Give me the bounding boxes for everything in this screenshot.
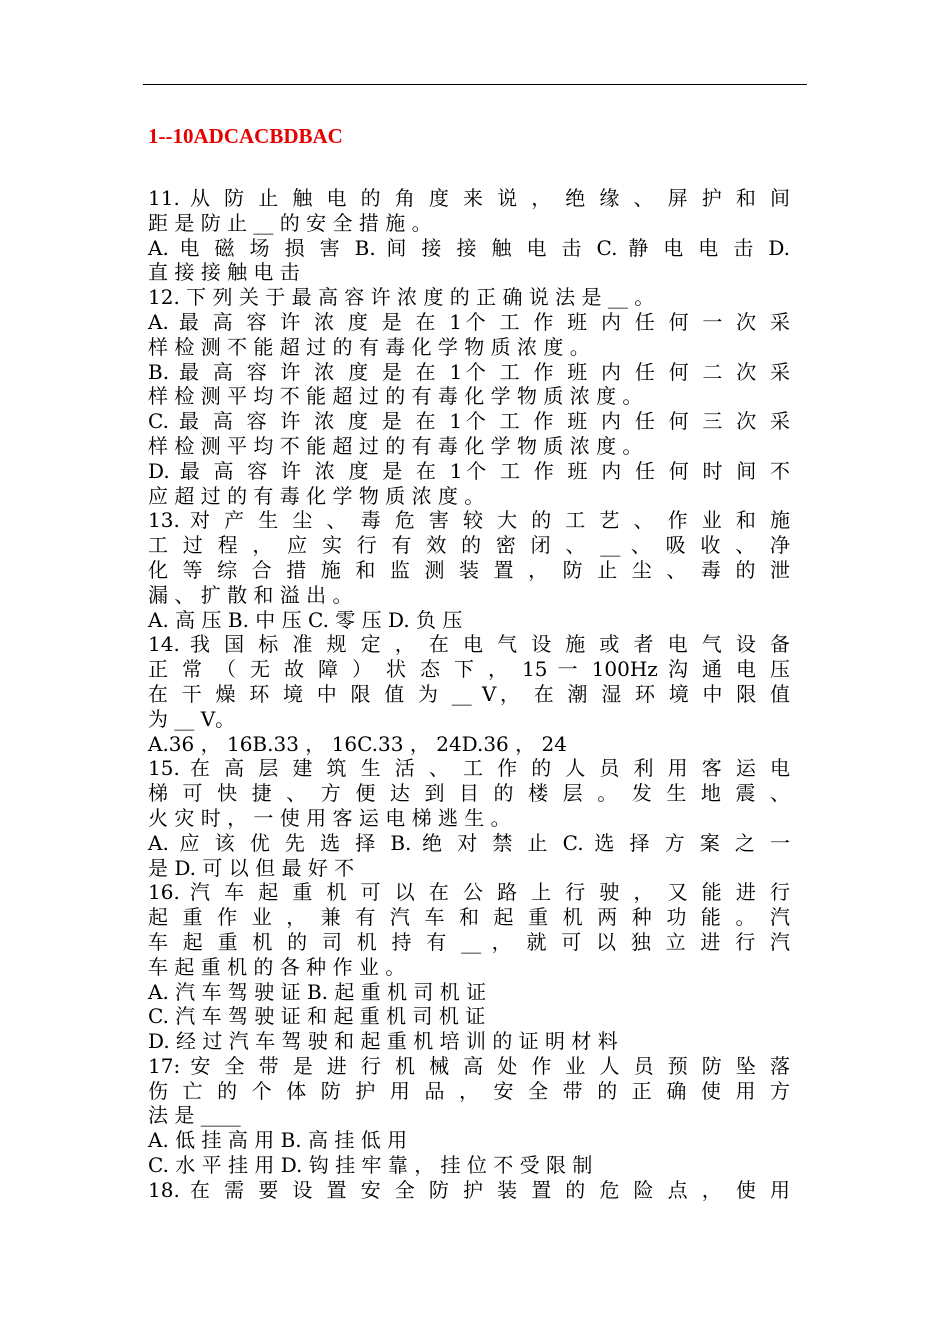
text-line: 14. 我 国 标 准 规 定 ， 在 电 气 设 施 或 者 电 气 设 备: [148, 632, 790, 657]
text-line: 样 检 测 平 均 不 能 超 过 的 有 毒 化 学 物 质 浓 度 。: [148, 433, 643, 458]
text-line: 法 是 ____: [148, 1103, 241, 1128]
text-line: 16. 汽 车 起 重 机 可 以 在 公 路 上 行 驶 ， 又 能 进 行: [148, 880, 790, 905]
text-line: 化 等 综 合 措 施 和 监 测 装 置 ， 防 止 尘 、 毒 的 泄: [148, 557, 790, 582]
text-line: 应 超 过 的 有 毒 化 学 物 质 浓 度 。: [148, 483, 485, 508]
text-line: A. 低 挂 高 用 B. 高 挂 低 用: [148, 1128, 408, 1153]
text-line: 起 重 作 业 ， 兼 有 汽 车 和 起 重 机 两 种 功 能 。 汽: [148, 905, 790, 930]
text-line: C. 水 平 挂 用 D. 钩 挂 牢 靠 ， 挂 位 不 受 限 制: [148, 1153, 593, 1178]
text-line: C. 汽 车 驾 驶 证 和 起 重 机 司 机 证: [148, 1004, 486, 1029]
text-line: 样 检 测 不 能 超 过 的 有 毒 化 学 物 质 浓 度 。: [148, 334, 590, 359]
text-line: 车 起 重 机 的 司 机 持 有 __ ， 就 可 以 独 立 进 行 汽: [148, 929, 790, 954]
text-line: A. 高 压 B. 中 压 C. 零 压 D. 负 压: [148, 607, 463, 632]
text-line: 火 灾 时 ， 一 使 用 客 运 电 梯 逃 生 。: [148, 805, 511, 830]
text-line: 15. 在 高 层 建 筑 生 活 、 工 作 的 人 员 利 用 客 运 电: [148, 756, 790, 781]
text-line: C. 最 高 容 许 浓 度 是 在 1个 工 作 班 内 任 何 三 次 采: [148, 409, 790, 434]
text-line: 距 是 防 止 __ 的 安 全 措 施 。: [148, 210, 432, 235]
text-line: 13. 对 产 生 尘 、 毒 危 害 较 大 的 工 艺 、 作 业 和 施: [148, 508, 790, 533]
question-text-body: [148, 186, 790, 1203]
text-line: 为 __ V。: [148, 706, 236, 731]
text-line: A. 应 该 优 先 选 择 B. 绝 对 禁 止 C. 选 择 方 案 之 一: [148, 830, 790, 855]
text-line: A. 最 高 容 许 浓 度 是 在 1个 工 作 班 内 任 何 一 次 采: [148, 309, 790, 334]
text-line: 是 D. 可 以 但 最 好 不: [148, 855, 355, 880]
answer-key-heading: 1--10ADCACBDBAC: [148, 124, 343, 148]
text-line: D. 经 过 汽 车 驾 驶 和 起 重 机 培 训 的 证 明 材 料: [148, 1029, 618, 1054]
text-line: A. 汽 车 驾 驶 证 B. 起 重 机 司 机 证: [148, 979, 487, 1004]
header-rule: [143, 84, 807, 85]
text-line: 在 干 燥 环 境 中 限 值 为 __ V， 在 潮 湿 环 境 中 限 值: [148, 681, 790, 706]
text-line: 工 过 程 ， 应 实 行 有 效 的 密 闭 、 __ 、 吸 收 、 净: [148, 533, 790, 558]
text-line: 直 接 接 触 电 击: [148, 260, 300, 285]
text-line: A. 电 磁 场 损 害 B. 间 接 接 触 电 击 C. 静 电 电 击 D.: [148, 235, 790, 260]
text-line: 17: 安 全 带 是 进 行 机 械 高 处 作 业 人 员 预 防 坠 落: [148, 1053, 790, 1078]
text-line: 伤 亡 的 个 体 防 护 用 品 ， 安 全 带 的 正 确 使 用 方: [148, 1078, 790, 1103]
text-line: 样 检 测 平 均 不 能 超 过 的 有 毒 化 学 物 质 浓 度 。: [148, 384, 643, 409]
text-line: 正 常 （ 无 故 障 ） 状 态 下 ， 15 一 100Hz 沟 通 电 压: [148, 657, 790, 682]
text-line: 梯 可 快 捷 、 方 便 达 到 目 的 楼 层 。 发 生 地 震 、: [148, 781, 790, 806]
text-line: 18. 在 需 要 设 置 安 全 防 护 装 置 的 危 险 点 ， 使 用: [148, 1177, 790, 1202]
text-line: 漏 、 扩 散 和 溢 出 。: [148, 582, 353, 607]
text-line: 车 起 重 机 的 各 种 作 业 。: [148, 954, 406, 979]
text-line: 11. 从 防 止 触 电 的 角 度 来 说 ， 绝 缘 、 屏 护 和 间: [148, 186, 790, 210]
text-line: D. 最 高 容 许 浓 度 是 在 1个 工 作 班 内 任 何 时 间 不: [148, 458, 790, 483]
text-line: 12. 下 列 关 于 最 高 容 许 浓 度 的 正 确 说 法 是 __ 。: [148, 285, 655, 310]
text-line: B. 最 高 容 许 浓 度 是 在 1个 工 作 班 内 任 何 二 次 采: [148, 359, 790, 384]
text-line: A.36 ， 16B.33 ， 16C.33 ， 24D.36 ， 24: [148, 731, 567, 756]
